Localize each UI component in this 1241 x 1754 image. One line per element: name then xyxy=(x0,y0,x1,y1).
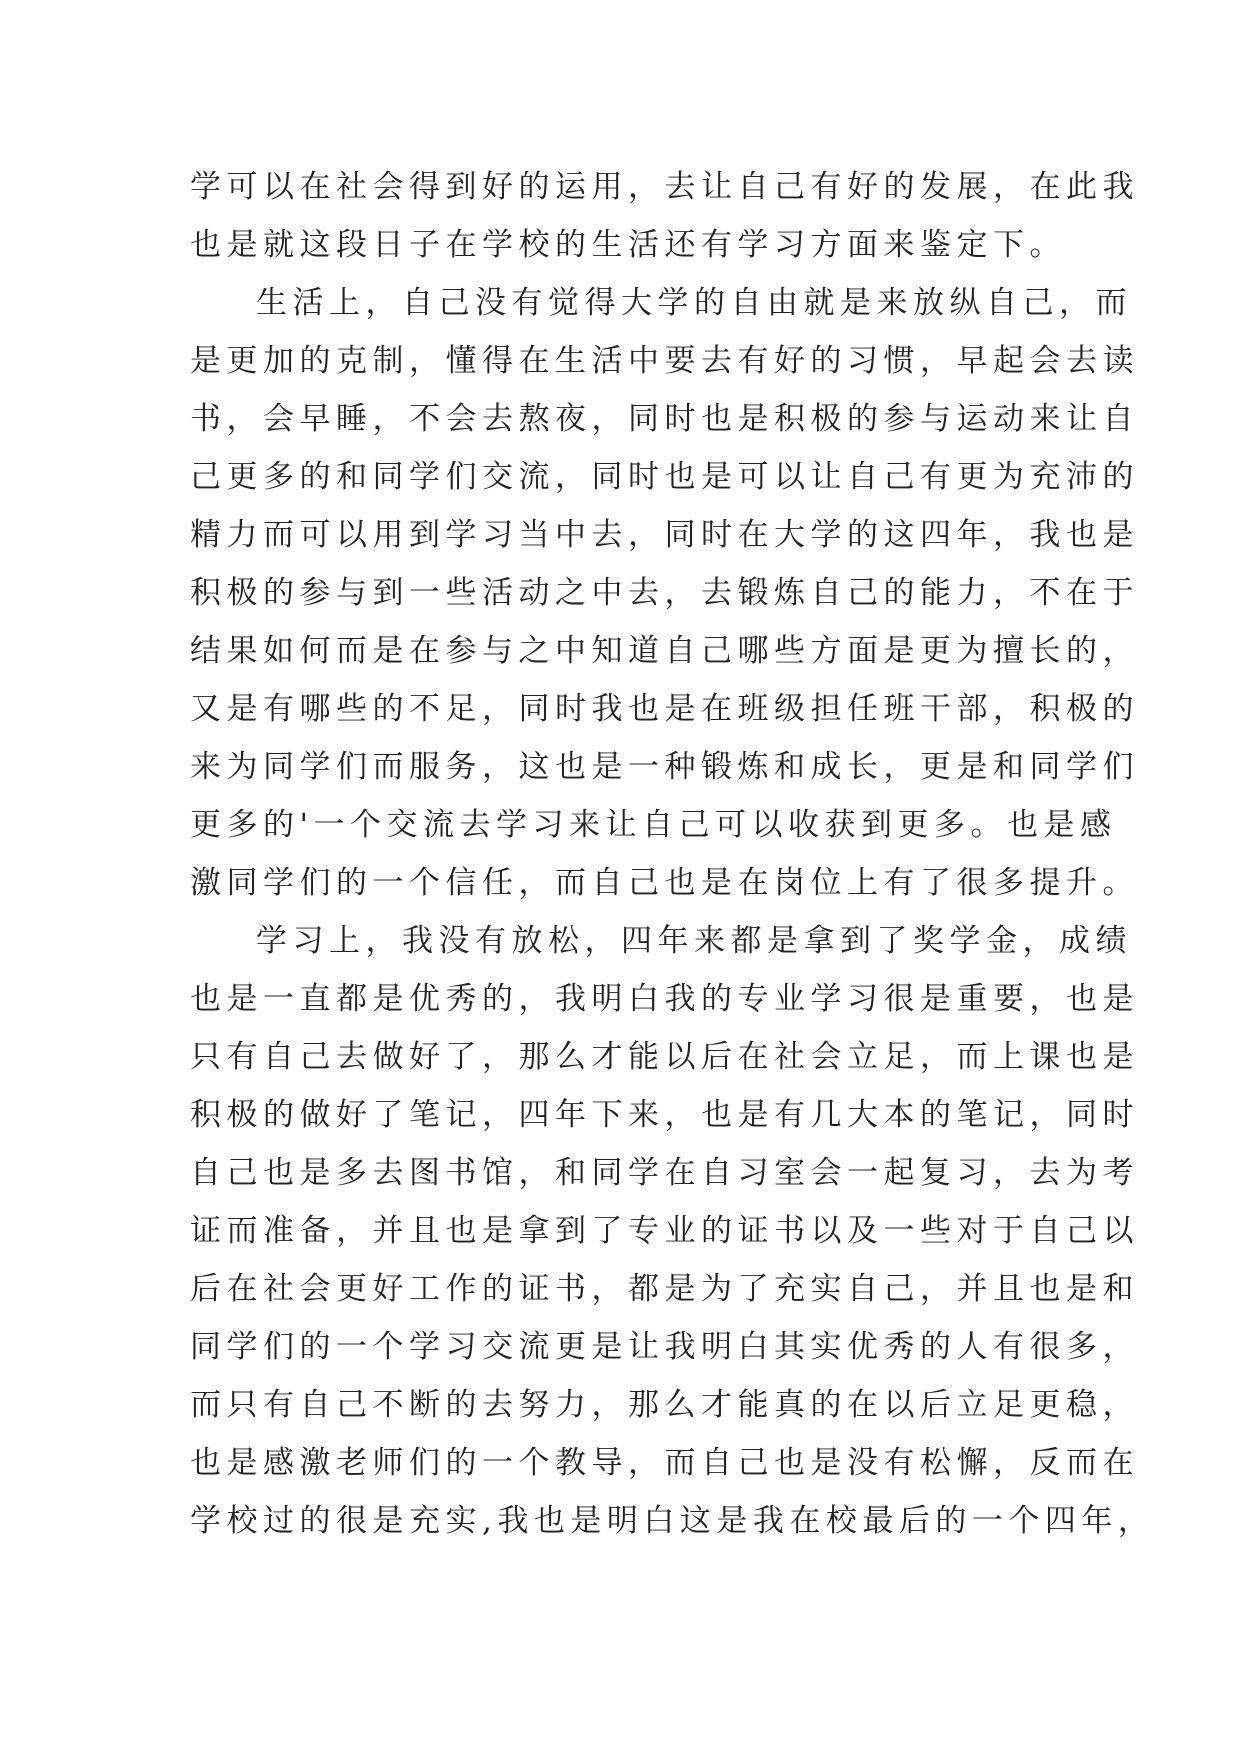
text-line: 同学们的一个学习交流更是让我明白其实优秀的人有很多， xyxy=(190,1329,1139,1365)
text-line: 更多的'一个交流去学习来让自己可以收获到更多。也是感 xyxy=(190,807,1117,843)
text-line: 结果如何而是在参与之中知道自己哪些方面是更为擅长的， xyxy=(190,633,1139,669)
text-line: 而只有自己不断的去努力，那么才能真的在以后立足更稳， xyxy=(190,1387,1139,1423)
text-line: 书，会早睡，不会去熬夜，同时也是积极的参与运动来让自 xyxy=(190,401,1139,437)
body-text xyxy=(190,158,1155,1550)
text-line: 学校过的很是充实,我也是明白这是我在校最后的一个四年， xyxy=(190,1503,1155,1539)
text-line: 来为同学们而服务，这也是一种锻炼和成长，更是和同学们 xyxy=(190,749,1139,785)
text-line: 也是一直都是优秀的，我明白我的专业学习很是重要，也是 xyxy=(190,981,1139,1017)
text-line: 生活上，自己没有觉得大学的自由就是来放纵自己，而 xyxy=(256,285,1132,321)
text-line: 是更加的克制，懂得在生活中要去有好的习惯，早起会去读 xyxy=(190,343,1139,379)
text-line: 精力而可以用到学习当中去，同时在大学的这四年，我也是 xyxy=(190,517,1139,553)
text-line: 后在社会更好工作的证书，都是为了充实自己，并且也是和 xyxy=(190,1271,1139,1307)
text-line: 也是感激老师们的一个教导，而自己也是没有松懈，反而在 xyxy=(190,1445,1139,1481)
text-line: 学可以在社会得到好的运用，去让自己有好的发展，在此我 xyxy=(190,169,1139,205)
text-line: 积极的参与到一些活动之中去，去锻炼自己的能力，不在于 xyxy=(190,575,1139,611)
text-line: 积极的做好了笔记，四年下来，也是有几大本的笔记，同时 xyxy=(190,1097,1139,1133)
text-line: 只有自己去做好了，那么才能以后在社会立足，而上课也是 xyxy=(190,1039,1139,1075)
text-line: 也是就这段日子在学校的生活还有学习方面来鉴定下。 xyxy=(190,227,1066,263)
text-line: 激同学们的一个信任，而自己也是在岗位上有了很多提升。 xyxy=(190,865,1139,901)
text-line: 证而准备，并且也是拿到了专业的证书以及一些对于自己以 xyxy=(190,1213,1139,1249)
text-line: 自己也是多去图书馆，和同学在自习室会一起复习，去为考 xyxy=(190,1155,1139,1191)
text-line: 学习上，我没有放松，四年来都是拿到了奖学金，成绩 xyxy=(256,923,1132,959)
text-line: 又是有哪些的不足，同时我也是在班级担任班干部，积极的 xyxy=(190,691,1139,727)
text-line: 己更多的和同学们交流，同时也是可以让自己有更为充沛的 xyxy=(190,459,1139,495)
